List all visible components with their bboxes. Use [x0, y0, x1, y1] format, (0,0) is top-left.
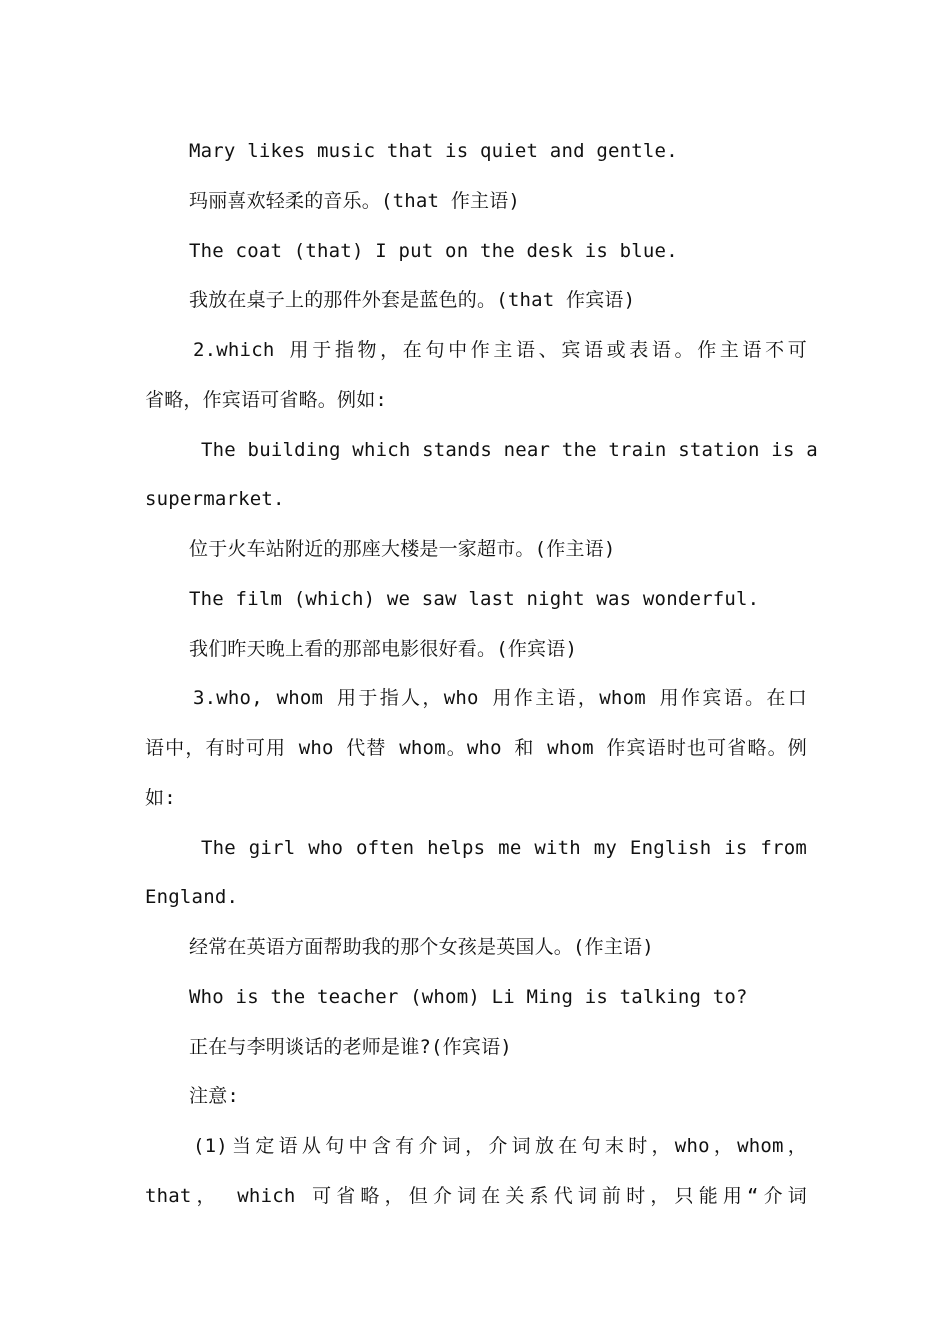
translation-teacher: 正在与李明谈话的老师是谁?(作宾语): [189, 1036, 512, 1058]
rule-which-continued: 省略，作宾语可省略。例如:: [145, 389, 388, 411]
rule-which: 2.which 用于指物，在句中作主语、宾语或表语。作主语不可: [193, 339, 807, 361]
example-sentence-building: The building which stands near the train station is a: [201, 439, 818, 461]
note-item-1: (1)当定语从句中含有介词，介词放在句末时，who，whom，: [193, 1135, 807, 1157]
rule-who-whom-continued: 语中，有时可用 who 代替 whom。who 和 whom 作宾语时也可省略。例: [145, 737, 807, 759]
example-sentence-girl-continued: England.: [145, 886, 239, 908]
example-sentence-teacher: Who is the teacher (whom) Li Ming is talking to?: [189, 986, 748, 1008]
example-sentence-building-continued: supermarket.: [145, 488, 285, 510]
example-sentence-film: The film (which) we saw last night was wonderful.: [189, 588, 760, 610]
note-heading: 注意:: [189, 1085, 240, 1107]
example-sentence-girl: The girl who often helps me with my English is from: [201, 837, 807, 859]
translation-film: 我们昨天晚上看的那部电影很好看。(作宾语): [189, 638, 578, 660]
rule-who-whom: 3.who, whom 用于指人，who 用作主语，whom 用作宾语。在口: [193, 687, 807, 709]
example-sentence-coat: The coat (that) I put on the desk is blue.: [189, 240, 678, 262]
translation-building: 位于火车站附近的那座大楼是一家超市。(作主语): [189, 538, 616, 560]
translation-girl: 经常在英语方面帮助我的那个女孩是英国人。(作主语): [189, 936, 654, 958]
translation-coat: 我放在桌子上的那件外套是蓝色的。(that 作宾语): [189, 289, 636, 311]
note-item-1-continued: that， which 可省略，但介词在关系代词前时，只能用“介词: [145, 1185, 807, 1207]
rule-who-whom-end: 如:: [145, 787, 176, 809]
translation-music: 玛丽喜欢轻柔的音乐。(that 作主语): [189, 190, 521, 212]
example-sentence-music: Mary likes music that is quiet and gentle.: [189, 140, 678, 162]
